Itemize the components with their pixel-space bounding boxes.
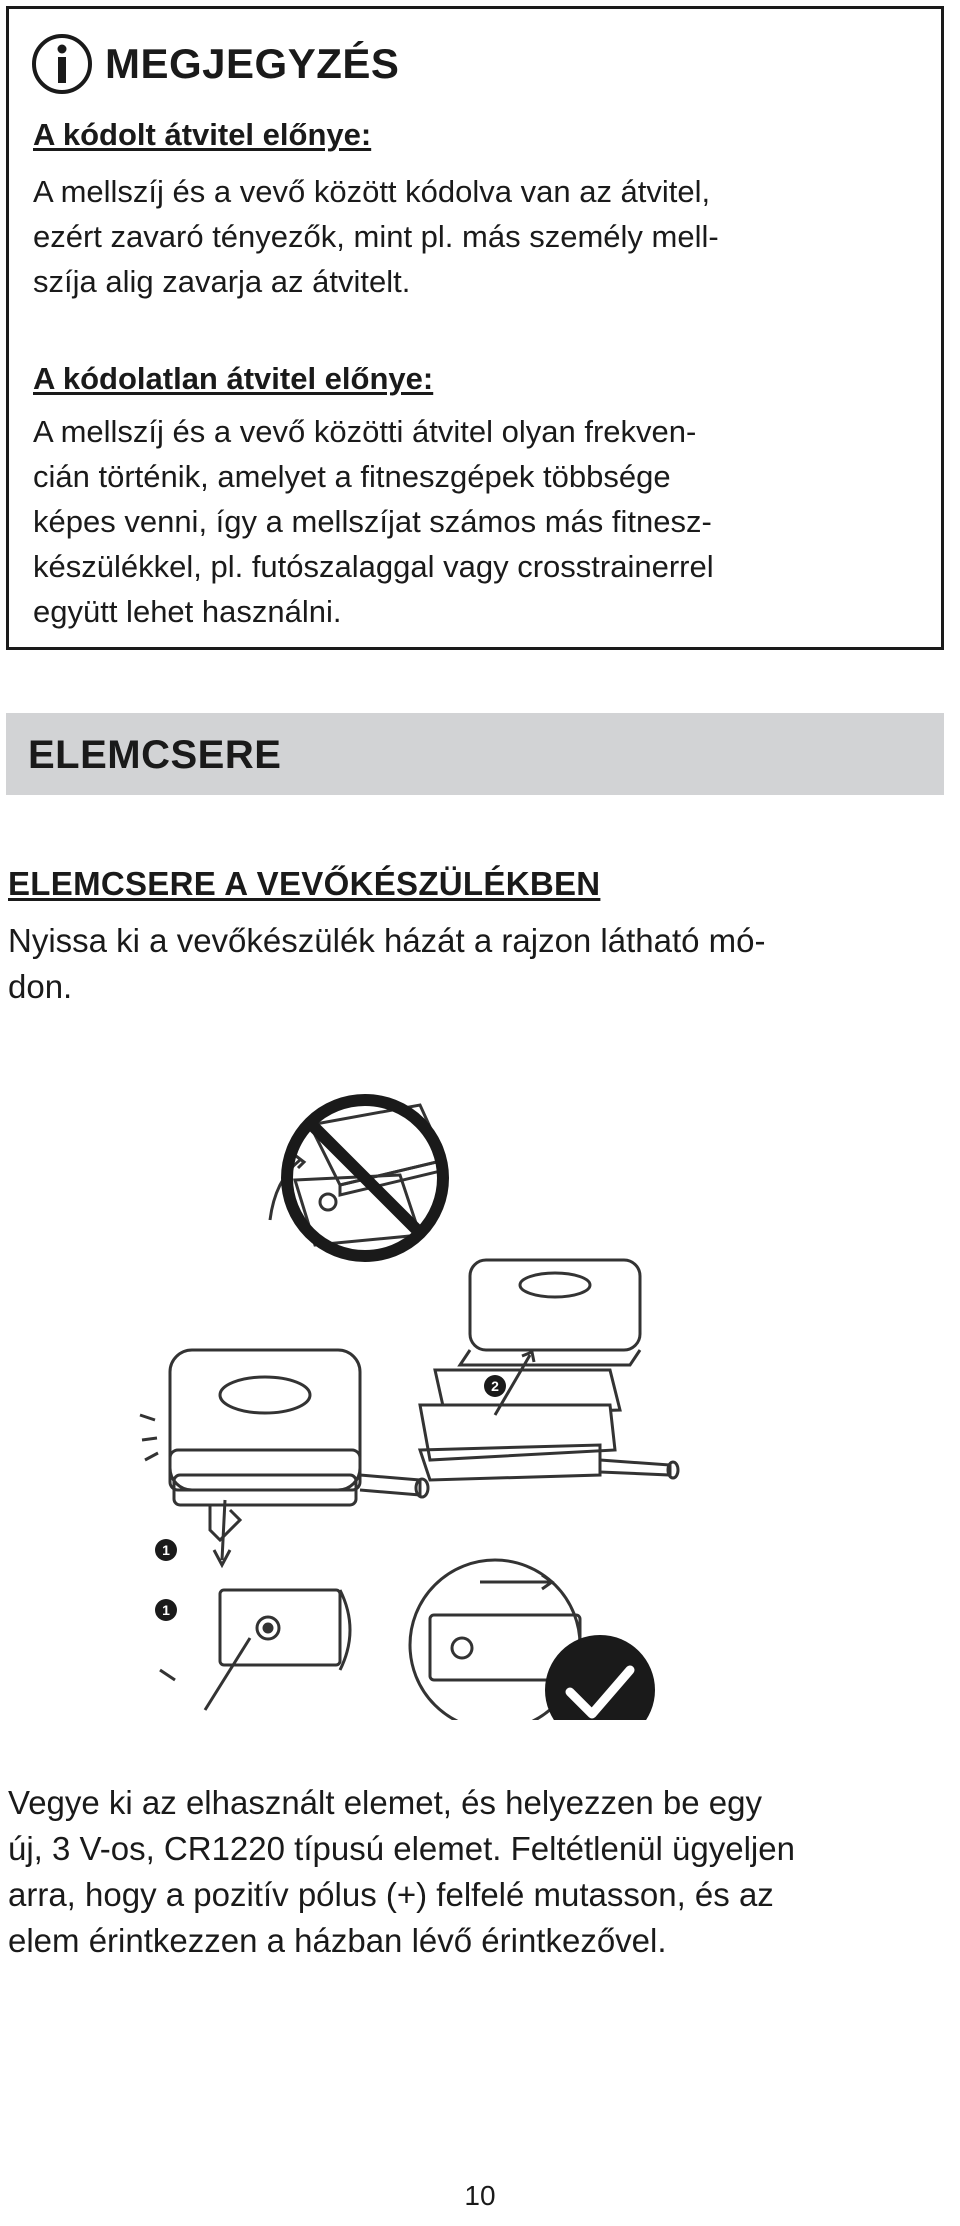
uncoded-paragraph — [33, 409, 913, 634]
note-header — [31, 33, 399, 95]
page-number: 10 — [464, 2180, 496, 2211]
svg-text:1: 1 — [162, 1602, 170, 1618]
text-line: A mellszíj és a vevő közötti átvitel olyan frekven- — [33, 414, 697, 449]
text-line: cián történik, amelyet a fitneszgépek többsége — [33, 459, 671, 494]
uncoded-heading: A kódolatlan átvitel előnye: — [33, 361, 434, 396]
text-line: képes venni, így a mellszíjat számos más fitnesz- — [33, 504, 712, 539]
text-line: együtt lehet használni. — [33, 594, 342, 629]
text-line: szíja alig zavarja az átvitelt. — [33, 264, 411, 299]
coded-heading: A kódolt átvitel előnye: — [33, 117, 372, 152]
info-icon — [31, 33, 93, 95]
svg-text:2: 2 — [491, 1378, 499, 1394]
section-title: ELEMCSERE — [28, 733, 282, 777]
wrong-method-figure — [270, 1100, 445, 1256]
text-line: új, 3 V-os, CR1220 típusú elemet. Feltétlenül ügyeljen — [8, 1830, 795, 1867]
battery-illustration — [100, 1020, 700, 1720]
text-line: arra, hogy a pozitív pólus (+) felfelé mutasson, és az — [8, 1876, 774, 1913]
section-band — [6, 713, 944, 795]
correct-method-figure — [410, 1560, 655, 1720]
step-two-marker — [484, 1375, 506, 1397]
outro-paragraph — [8, 1780, 938, 1964]
receiver-stack — [420, 1260, 678, 1480]
note-box — [6, 6, 944, 650]
note-title: MEGJEGYZÉS — [105, 40, 400, 87]
text-line: készülékkel, pl. futószalaggal vagy crosstrainerrel — [33, 549, 714, 584]
coded-paragraph — [33, 169, 913, 304]
svg-text:1: 1 — [162, 1542, 170, 1558]
text-line: elem érintkezzen a házban lévő érintkezővel. — [8, 1922, 667, 1959]
step-one-marker-top — [155, 1539, 177, 1561]
text-line: A mellszíj és a vevő között kódolva van az átvitel, — [33, 174, 711, 209]
text-line: ezért zavaró tényezők, mint pl. más személy mell- — [33, 219, 719, 254]
detail-left — [160, 1590, 350, 1710]
receiver-left — [140, 1350, 428, 1565]
text-line: Vegye ki az elhasznált elemet, és helyezzen be egy — [8, 1784, 762, 1821]
step-one-marker-bottom — [155, 1599, 177, 1621]
intro-paragraph — [8, 918, 938, 1010]
section-subheading: ELEMCSERE A VEVŐKÉSZÜLÉKBEN — [8, 865, 601, 902]
text-line: Nyissa ki a vevőkészülék házát a rajzon látható mó- — [8, 922, 766, 959]
text-line: don. — [8, 968, 73, 1005]
